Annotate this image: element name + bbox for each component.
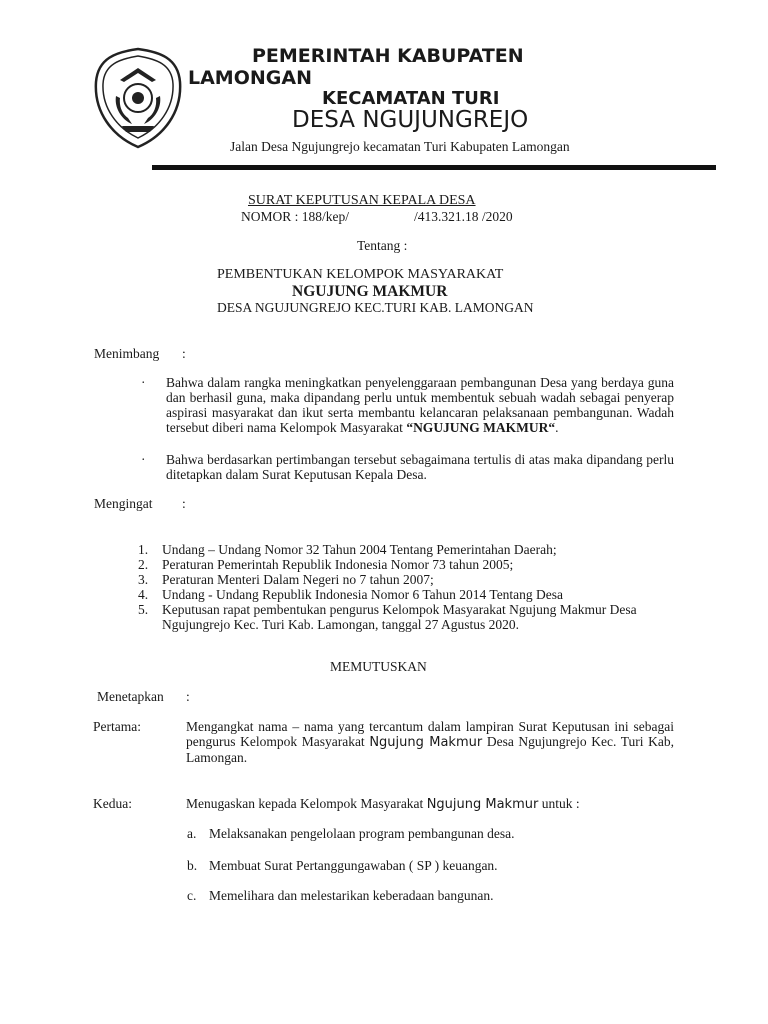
mengingat-colon: :	[182, 496, 186, 511]
list-item	[187, 888, 494, 903]
letterhead-divider	[152, 165, 716, 170]
list-item-text: Melaksanakan pengelolaan program pembangunan desa.	[209, 826, 515, 841]
pertama-label: Pertama:	[93, 719, 141, 734]
list-item	[138, 602, 678, 632]
list-item-number: 3.	[138, 572, 149, 587]
pertama-text	[186, 719, 674, 765]
letterhead-kecamatan: KECAMATAN TURI	[322, 88, 500, 109]
pertama-text-b: Desa Ngujungrejo Kec. Turi Kab, Lamongan.	[186, 734, 675, 765]
menimbang-label: Menimbang	[94, 346, 160, 361]
subject-line3: DESA NGUJUNGREJO KEC.TURI KAB. LAMONGAN	[217, 300, 534, 315]
tentang-label: Tentang :	[357, 238, 408, 253]
list-item	[187, 826, 515, 841]
list-item-number: 1.	[138, 542, 149, 557]
memutuskan-heading: MEMUTUSKAN	[330, 659, 427, 674]
letterhead-address: Jalan Desa Ngujungrejo kecamatan Turi Kabupaten Lamongan	[230, 139, 570, 154]
menimbang-item-1	[166, 375, 674, 435]
list-item	[187, 858, 498, 873]
list-item	[138, 587, 678, 602]
kedua-text-b: untuk :	[541, 796, 580, 811]
list-item-text: Peraturan Menteri Dalam Negeri no 7 tahun 2007;	[162, 572, 434, 587]
letterhead-line2: LAMONGAN	[188, 67, 312, 89]
document-number-label: NOMOR : 188/kep/	[241, 209, 349, 224]
document-number-value: /413.321.18 /2020	[414, 209, 513, 224]
list-item-letter: a.	[187, 826, 197, 841]
list-item	[138, 542, 678, 557]
pertama-group-name: Ngujung Makmur	[369, 735, 483, 750]
menimbang-colon: :	[182, 346, 186, 361]
bullet: ·	[141, 375, 146, 390]
list-item-text: Undang - Undang Republik Indonesia Nomor 6 Tahun 2014 Tentang Desa	[162, 587, 564, 602]
list-item-text: Memelihara dan melestarikan keberadaan bangunan.	[209, 888, 494, 903]
list-item-letter: c.	[187, 888, 197, 903]
letterhead-desa: DESA NGUJUNGREJO	[292, 107, 529, 133]
menetapkan-colon: :	[186, 689, 190, 704]
mengingat-list	[138, 542, 678, 632]
mengingat-label: Mengingat	[94, 496, 153, 511]
pertama-text-a: Mengangkat nama – nama yang tercantum dalam lampiran Surat Keputusan ini sebagai pengurus Kelompok Masyarakat	[186, 719, 674, 749]
regency-emblem	[92, 46, 184, 150]
list-item	[138, 572, 678, 587]
list-item-number: 4.	[138, 587, 149, 602]
subject-line2: NGUJUNG MAKMUR	[292, 283, 448, 300]
kedua-text-a: Menugaskan kepada Kelompok Masyarakat	[186, 796, 424, 811]
menetapkan-label: Menetapkan	[97, 689, 164, 704]
menimbang-item-1-bold: “NGUJUNG MAKMUR“	[406, 420, 556, 435]
document-type: SURAT KEPUTUSAN KEPALA DESA	[248, 193, 476, 208]
menimbang-item-1-end: .	[555, 420, 559, 435]
kedua-label: Kedua:	[93, 796, 132, 811]
list-item-text: Undang – Undang Nomor 32 Tahun 2004 Tentang Pemerintahan Daerah;	[162, 542, 557, 557]
list-item-number: 5.	[138, 602, 149, 617]
bullet: ·	[141, 452, 146, 467]
list-item-text: Membuat Surat Pertanggungawaban ( SP ) keuangan.	[209, 858, 498, 873]
list-item-text: Peraturan Pemerintah Republik Indonesia Nomor 73 tahun 2005;	[162, 557, 514, 572]
kedua-group-name: Ngujung Makmur	[426, 797, 539, 812]
list-item-number: 2.	[138, 557, 149, 572]
letterhead-line1: PEMERINTAH KABUPATEN	[252, 45, 524, 67]
kedua-text	[186, 796, 580, 812]
menimbang-item-2: Bahwa berdasarkan pertimbangan tersebut sebagaimana tertulis di atas maka dipandang perlu ditetapkan dalam Surat Keputusan Kepala Desa.	[166, 452, 674, 482]
list-item-text: Keputusan rapat pembentukan pengurus Kelompok Masyarakat Ngujung Makmur Desa Ngujungrejo Kec. Turi Kab. Lamongan, tanggal 27 Agustus 2020.	[162, 602, 637, 632]
list-item-letter: b.	[187, 858, 198, 873]
subject-line1: PEMBENTUKAN KELOMPOK MASYARAKAT	[217, 267, 504, 282]
list-item	[138, 557, 678, 572]
menimbang-item-1-text: Bahwa dalam rangka meningkatkan penyelenggaraan pembangunan Desa yang berdaya guna dan berhasil guna, maka dipandang perlu untuk membentuk sebuah wadah sebagai penyerap aspirasi masyarakat dan ikut serta membantu kelancaran pelaksanaan pembangunan. Wadah tersebut diberi nama Kelompok Masyarakat	[166, 375, 674, 435]
